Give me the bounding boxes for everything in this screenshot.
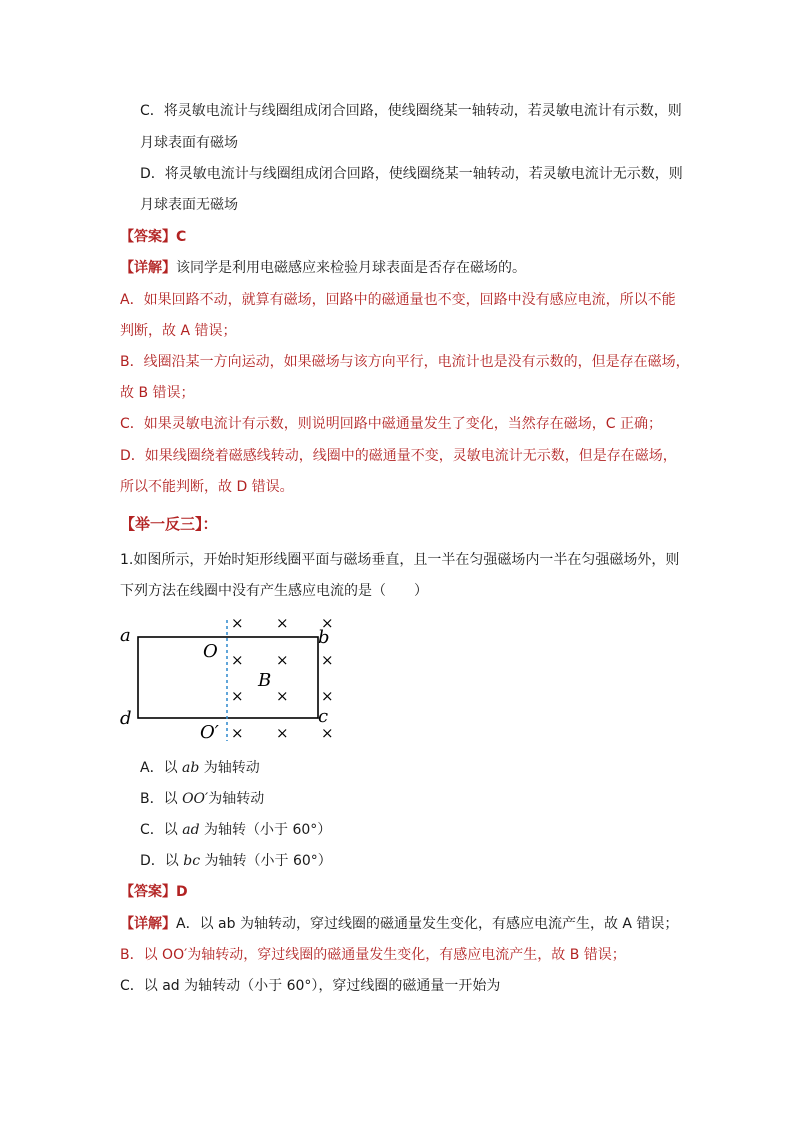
q1-explanation-c: C．以 ad 为轴转动（小于 60°），穿过线圈的磁通量一开始为 — [120, 978, 501, 994]
option-b — [140, 789, 264, 809]
label-c: c — [318, 706, 329, 727]
section-title: 【举一反三】： — [120, 515, 218, 533]
option-suffix: 为轴转动 — [199, 760, 260, 776]
cross-mark: × — [276, 687, 289, 705]
cross-mark: × — [321, 687, 334, 705]
cross-mark: × — [321, 651, 334, 669]
option-var: ab — [182, 760, 200, 776]
label-a: a — [120, 625, 131, 646]
option-prefix: B．以 — [140, 791, 183, 807]
option-suffix: 为轴转（小于 60°） — [200, 853, 332, 869]
option-prefix: D．以 — [140, 853, 184, 869]
cross-mark: × — [276, 724, 289, 742]
option-c — [140, 820, 331, 840]
explanation-c-line-1: C．如果灵敏电流计有示数，则说明回路中磁通量发生了变化，当然存在磁场，C 正确； — [120, 416, 662, 432]
cross-mark: × — [231, 651, 244, 669]
option-var: ad — [182, 822, 200, 838]
q1-answer-label: 【答案】 — [120, 884, 176, 900]
option-var: bc — [183, 853, 201, 869]
q1-detail-row — [120, 914, 678, 934]
cross-mark: × — [276, 614, 289, 632]
coil-rectangle — [138, 637, 318, 718]
explanation-b-line-2: 故 B 错误； — [120, 385, 195, 401]
cross-mark: × — [321, 614, 334, 632]
explanation-b-line-1: B．线圈沿某一方向运动，如果磁场与该方向平行，电流计也是没有示数的，但是存在磁场， — [120, 354, 690, 370]
q1-explanation-b: B．以 OO′为轴转动，穿过线圈的磁通量发生变化，有感应电流产生，故 B 错误； — [120, 947, 626, 963]
answer-label: 【答案】 — [120, 229, 176, 245]
question-stem-line-2: 下列方法在线圈中没有产生感应电流的是（ ） — [120, 583, 428, 599]
label-d: d — [120, 708, 132, 729]
label-b: b — [318, 627, 330, 648]
cross-mark: × — [231, 614, 244, 632]
q1-answer-value: D — [176, 884, 188, 900]
cross-mark: × — [276, 651, 289, 669]
explanation-d-line-1: D．如果线圈绕着磁感线转动，线圈中的磁通量不变，灵敏电流计无示数，但是存在磁场， — [120, 448, 677, 464]
option-d-line-2: 月球表面无磁场 — [140, 197, 238, 213]
cross-mark: × — [231, 687, 244, 705]
option-suffix: 为轴转（小于 60°） — [199, 822, 332, 838]
option-prefix: A．以 — [140, 760, 183, 776]
cross-mark: × — [231, 724, 244, 742]
q1-answer-row — [120, 882, 188, 902]
label-o: O — [203, 641, 218, 662]
label-o-prime: O′ — [200, 722, 219, 743]
q1-detail-label: 【详解】 — [120, 916, 176, 932]
q1-explanation-a: A．以 ab 为轴转动，穿过线圈的磁通量发生变化，有感应电流产生，故 A 错误； — [176, 916, 679, 932]
detail-text: 该同学是利用电磁感应来检验月球表面是否存在磁场的。 — [176, 260, 526, 276]
option-d-line-1: D．将灵敏电流计与线圈组成闭合回路，使线圈绕某一轴转动，若灵敏电流计无示数，则 — [140, 166, 683, 182]
option-suffix: 为轴转动 — [208, 791, 265, 807]
cross-mark: × — [321, 724, 334, 742]
explanation-a-line-1: A．如果回路不动，就算有磁场，回路中的磁通量也不变，回路中没有感应电流，所以不能 — [120, 292, 676, 308]
option-d — [140, 851, 332, 871]
question-stem-line-1: 1.如图所示，开始时矩形线圈平面与磁场垂直，且一半在匀强磁场内一半在匀强磁场外，则 — [120, 552, 680, 568]
label-b-field: B — [258, 670, 272, 691]
detail-label: 【详解】 — [120, 260, 176, 276]
explanation-d-line-2: 所以不能判断，故 D 错误。 — [120, 479, 294, 495]
option-c-line-2: 月球表面有磁场 — [140, 135, 238, 151]
option-var: OO′ — [182, 791, 209, 807]
option-prefix: C．以 — [140, 822, 183, 838]
option-c-line-1: C．将灵敏电流计与线圈组成闭合回路，使线圈绕某一轴转动，若灵敏电流计有示数，则 — [140, 103, 682, 119]
answer-value: C — [176, 229, 187, 245]
explanation-a-line-2: 判断，故 A 错误； — [120, 323, 237, 339]
option-a — [140, 758, 260, 778]
